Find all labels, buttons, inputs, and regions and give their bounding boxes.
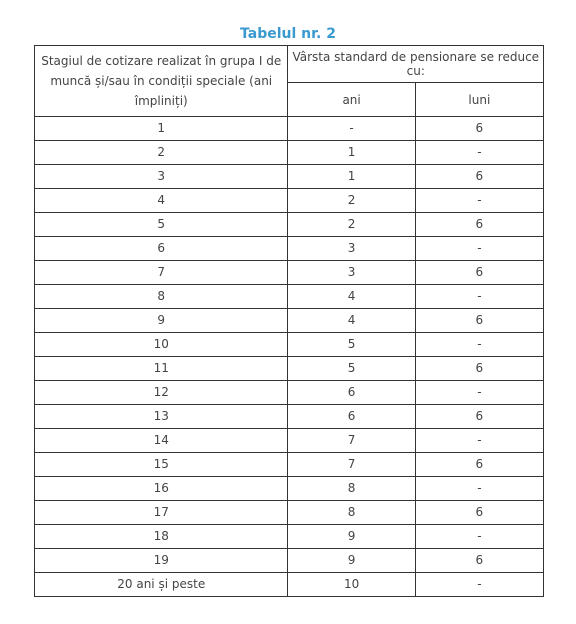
cell-luni: 6	[415, 117, 543, 141]
table-row	[35, 405, 544, 429]
cell-luni: 6	[415, 213, 543, 237]
cell-ani: 3	[288, 237, 415, 261]
table-row	[35, 333, 544, 357]
cell-ani: 2	[288, 213, 415, 237]
table-title: Tabelul nr. 2	[240, 26, 336, 42]
table-row	[35, 477, 544, 501]
table-row	[35, 165, 544, 189]
cell-stagiu: 6	[35, 237, 288, 261]
header-ani: ani	[288, 83, 415, 117]
cell-ani: 1	[288, 165, 415, 189]
cell-stagiu: 7	[35, 261, 288, 285]
table-row	[35, 525, 544, 549]
header-varsta-reducere: Vârsta standard de pensionare se reduce cu:	[288, 46, 544, 83]
table-row	[35, 237, 544, 261]
cell-stagiu: 9	[35, 309, 288, 333]
table-row	[35, 141, 544, 165]
cell-stagiu: 11	[35, 357, 288, 381]
cell-luni: 6	[415, 357, 543, 381]
cell-ani: 3	[288, 261, 415, 285]
cell-ani: 8	[288, 477, 415, 501]
cell-stagiu: 5	[35, 213, 288, 237]
table-row	[35, 309, 544, 333]
cell-luni: -	[415, 429, 543, 453]
cell-stagiu: 2	[35, 141, 288, 165]
cell-stagiu: 17	[35, 501, 288, 525]
table-row	[35, 501, 544, 525]
cell-ani: 2	[288, 189, 415, 213]
cell-ani: 5	[288, 333, 415, 357]
table-row	[35, 429, 544, 453]
table-row	[35, 573, 544, 597]
cell-luni: -	[415, 573, 543, 597]
cell-ani: 7	[288, 453, 415, 477]
table-row	[35, 381, 544, 405]
table-row	[35, 285, 544, 309]
cell-luni: -	[415, 333, 543, 357]
cell-stagiu: 20 ani și peste	[35, 573, 288, 597]
table-row	[35, 549, 544, 573]
header-stagiu-cotizare: Stagiul de cotizare realizat în grupa I de muncă și/sau în condiții speciale (ani împliniți)	[35, 46, 288, 117]
cell-stagiu: 19	[35, 549, 288, 573]
cell-luni: 6	[415, 309, 543, 333]
cell-luni: -	[415, 525, 543, 549]
cell-ani: 6	[288, 381, 415, 405]
cell-luni: 6	[415, 405, 543, 429]
cell-stagiu: 1	[35, 117, 288, 141]
cell-luni: -	[415, 237, 543, 261]
cell-ani: 4	[288, 309, 415, 333]
cell-luni: 6	[415, 165, 543, 189]
header-luni: luni	[415, 83, 543, 117]
cell-stagiu: 15	[35, 453, 288, 477]
cell-stagiu: 12	[35, 381, 288, 405]
cell-stagiu: 3	[35, 165, 288, 189]
cell-stagiu: 16	[35, 477, 288, 501]
cell-luni: 6	[415, 261, 543, 285]
table-row	[35, 453, 544, 477]
cell-stagiu: 14	[35, 429, 288, 453]
cell-ani: 6	[288, 405, 415, 429]
cell-stagiu: 18	[35, 525, 288, 549]
cell-ani: 1	[288, 141, 415, 165]
cell-luni: -	[415, 285, 543, 309]
cell-luni: 6	[415, 453, 543, 477]
cell-stagiu: 13	[35, 405, 288, 429]
cell-ani: 5	[288, 357, 415, 381]
pension-reduction-table	[34, 45, 544, 597]
cell-stagiu: 4	[35, 189, 288, 213]
cell-ani: 9	[288, 525, 415, 549]
cell-luni: -	[415, 477, 543, 501]
table-row	[35, 117, 544, 141]
cell-luni: -	[415, 141, 543, 165]
table-row	[35, 261, 544, 285]
cell-ani: 10	[288, 573, 415, 597]
table-row	[35, 357, 544, 381]
table-body	[35, 117, 544, 597]
cell-luni: 6	[415, 501, 543, 525]
table-row	[35, 213, 544, 237]
cell-luni: 6	[415, 549, 543, 573]
table-row	[35, 189, 544, 213]
cell-luni: -	[415, 381, 543, 405]
cell-ani: 4	[288, 285, 415, 309]
cell-stagiu: 8	[35, 285, 288, 309]
cell-ani: 8	[288, 501, 415, 525]
cell-ani: 7	[288, 429, 415, 453]
cell-luni: -	[415, 189, 543, 213]
cell-stagiu: 10	[35, 333, 288, 357]
cell-ani: 9	[288, 549, 415, 573]
cell-ani: -	[288, 117, 415, 141]
